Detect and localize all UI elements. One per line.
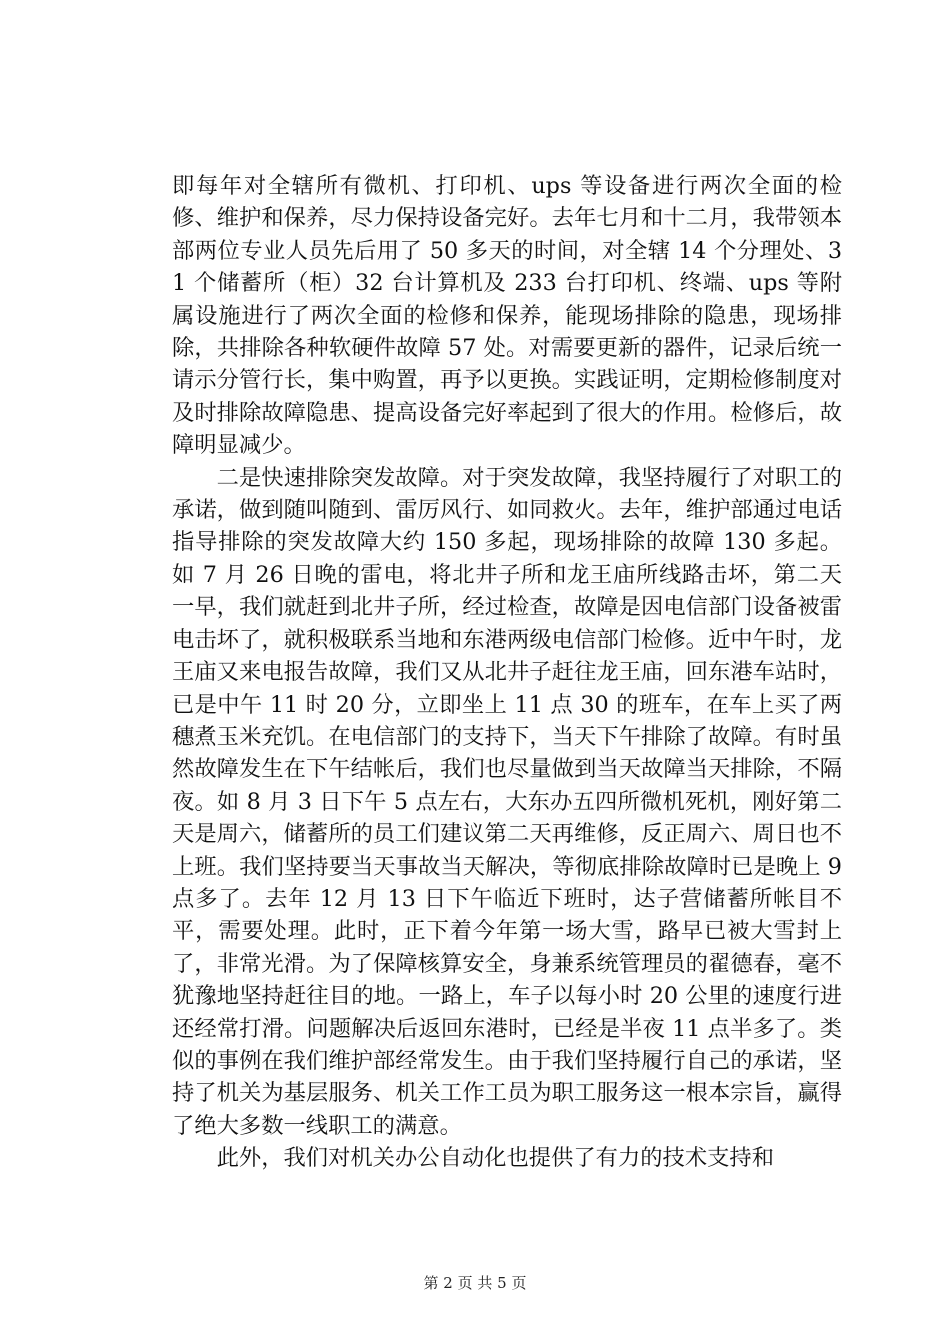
page-footer: 第 2 页 共 5 页 <box>423 1274 527 1292</box>
paragraph-1: 即每年对全辖所有微机、打印机、ups 等设备进行两次全面的检修、维护和保养，尽力保持设备完好。去年七月和十二月，我带领本部两位专业人员先后用了 50 多天的时间，对全辖 14 个分理处、31 个储蓄所（柜）32 台计算机及 233 台打印机、终端、ups 等附属设施进行了两次全面的检修和保养，能现场排除的隐患，现场排除，共排除各种软硬件故障 57 处。对需要更新的器件，记录后统一请示分管行长，集中购置，再予以更换。实践证明，定期检修制度对及时排除故障隐患、提高设备完好率起到了很大的作用。检修后，故障明显减少。 <box>172 173 842 459</box>
paragraph-2: 二是快速排除突发故障。对于突发故障，我坚持履行了对职工的承诺，做到随叫随到、雷厉风行、如同救火。去年，维护部通过电话指导排除的突发故障大约 150 多起，现场排除的故障 130 多起。如 7 月 26 日晚的雷电，将北井子所和龙王庙所线路击坏，第二天一早，我们就赶到北井子所，经过检查，故障是因电信部门设备被雷电击坏了，就积极联系当地和东港两级电信部门检修。近中午时，龙王庙又来电报告故障，我们又从北井子赶往龙王庙，回东港车站时，已是中午 11 时 20 分，立即坐上 11 点 30 的班车，在车上买了两穗煮玉米充饥。在电信部门的支持下，当天下午排除了故障。有时虽然故障发生在下午结帐后，我们也尽量做到当天故障当天排除，不隔夜。如 8 月 3 日下午 5 点左右，大东办五四所微机死机，刚好第二天是周六，储蓄所的员工们建议第二天再维修，反正周六、周日也不上班。我们坚持要当天事故当天解决，等彻底排除故障时已是晚上 9 点多了。去年 12 月 13 日下午临近下班时，达子营储蓄所帐目不平，需要处理。此时，正下着今年第一场大雪，路早已被大雪封上了，非常光滑。为了保障核算安全，身兼系统管理员的翟德春，毫不犹豫地坚持赶往目的地。一路上，车子以每小时 20 公里的速度行进还经常打滑。问题解决后返回东港时，已经是半夜 11 点半多了。类似的事例在我们维护部经常发生。由于我们坚持履行自己的承诺，坚持了机关为基层服务、机关工作工员为职工服务这一根本宗旨，赢得了绝大多数一线职工的满意。 <box>172 464 842 1139</box>
body-text <box>172 170 842 1175</box>
paragraph-3: 此外，我们对机关办公自动化也提供了有力的技术支持和 <box>216 1145 775 1172</box>
